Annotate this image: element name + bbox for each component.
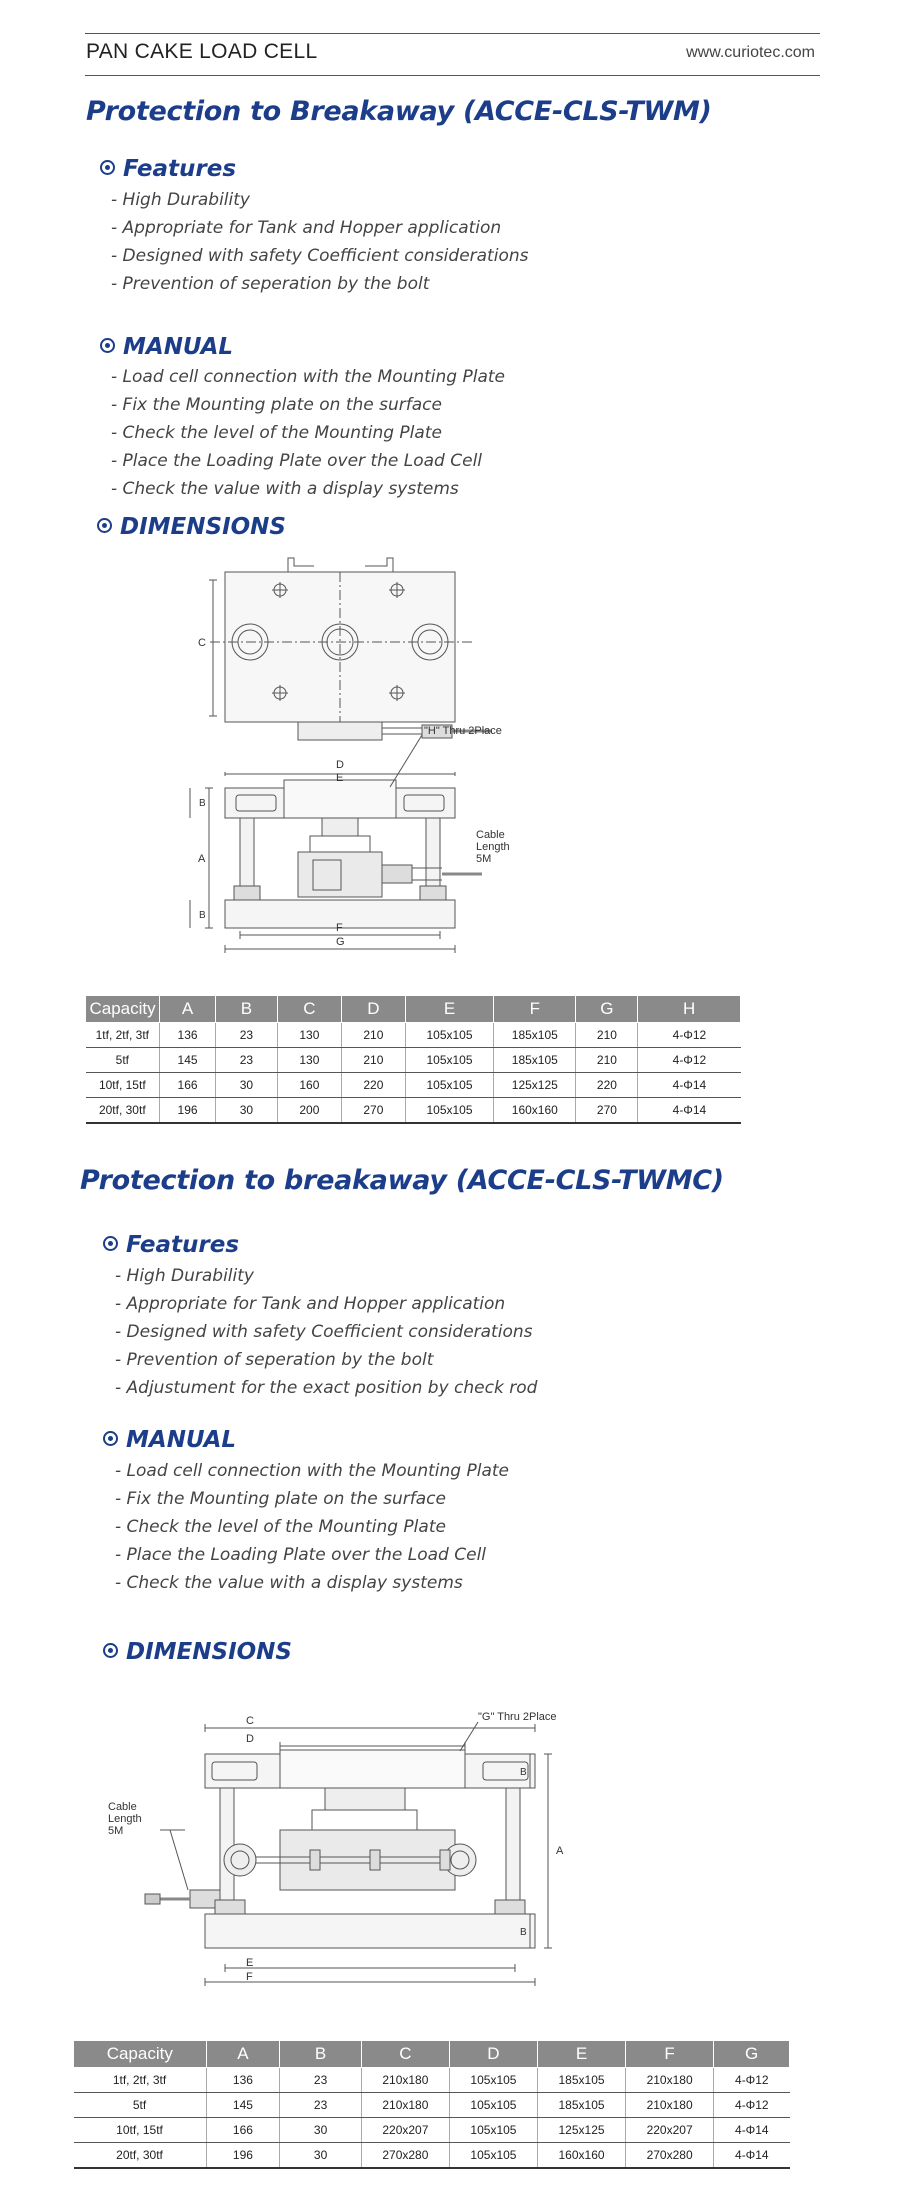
section2-manual-list [115,1457,509,1597]
table-cell: 210 [576,1048,638,1073]
list-item: - High Durability [115,1266,254,1286]
table-cell: 270x280 [626,2143,714,2169]
table-cell: 105x105 [405,1098,493,1124]
bullet-icon [100,160,115,175]
bullet-icon [97,518,112,533]
table-cell: 5tf [86,1048,160,1073]
list-item: - Load cell connection with the Mounting Plate [111,367,506,387]
table-cell: 210x180 [361,2093,449,2118]
dim-label-g: G [336,936,345,948]
table-cell: 166 [206,2118,280,2143]
table-cell: 185x105 [537,2093,625,2118]
bullet-icon [100,338,115,353]
table-header: E [537,2041,625,2068]
table-header: A [160,996,216,1023]
table-cell: 20tf, 30tf [86,1098,160,1124]
table-cell: 30 [280,2118,361,2143]
section2-features-list [115,1262,537,1402]
table-row [86,1048,741,1073]
list-item: - Fix the Mounting plate on the surface [115,1489,446,1509]
table-cell: 4-Φ12 [638,1048,741,1073]
table-cell: 1tf, 2tf, 3tf [74,2068,207,2093]
section1-spec-table [85,995,741,1124]
cable-note-1: Cable [108,1801,137,1813]
table-cell: 160 [277,1073,341,1098]
table-cell: 23 [280,2068,361,2093]
table-header-row [74,2041,790,2068]
table-cell: 220 [341,1073,405,1098]
table-row [86,1073,741,1098]
table-cell: 136 [206,2068,280,2093]
list-item: - Check the level of the Mounting Plate [111,423,442,443]
table-header: D [449,2041,537,2068]
table-cell: 5tf [74,2093,207,2118]
list-item: - Designed with safety Coefficient considerations [111,246,529,266]
table-cell: 4-Φ14 [638,1073,741,1098]
table-cell: 145 [160,1048,216,1073]
header-top-rule [85,33,820,34]
table-cell: 196 [206,2143,280,2169]
list-item: - Prevention of seperation by the bolt [111,274,430,294]
section1-features-list [111,186,528,298]
table-cell: 105x105 [449,2068,537,2093]
dim-label-e: E [336,772,344,784]
table-cell: 196 [160,1098,216,1124]
list-item: - Load cell connection with the Mounting Plate [115,1461,510,1481]
table-row [86,1023,741,1048]
section1-manual-list [111,363,505,503]
cable-note-3: 5M [108,1825,124,1837]
table-cell: 4-Φ12 [638,1023,741,1048]
dim-label-c: C [198,637,206,649]
table-header: B [280,2041,361,2068]
table-header: A [206,2041,280,2068]
section2-dimensions-heading: DIMENSIONS [103,1639,292,1665]
table-cell: 105x105 [449,2118,537,2143]
table-cell: 160x160 [537,2143,625,2169]
table-cell: 210 [341,1048,405,1073]
table-cell: 105x105 [405,1073,493,1098]
dim-label-f: F [336,922,343,934]
table-cell: 125x125 [537,2118,625,2143]
table-cell: 4-Φ14 [638,1098,741,1124]
list-item: - Designed with safety Coefficient considerations [115,1322,533,1342]
table-header: F [494,996,576,1023]
table-header: D [341,996,405,1023]
dim-label-d: D [246,1733,254,1745]
list-item: - High Durability [111,190,250,210]
dim-label-d: D [336,759,344,771]
section2-manual-heading: MANUAL [103,1427,236,1453]
bullet-icon [103,1236,118,1251]
table-header-row [86,996,741,1023]
table-cell: 220x207 [626,2118,714,2143]
header-bottom-rule [85,75,820,76]
table-cell: 23 [215,1048,277,1073]
cable-note-1: Cable [476,829,505,841]
section1-title: Protection to Breakaway (ACCE-CLS-TWM) [86,96,712,127]
list-item: - Place the Loading Plate over the Load Cell [115,1545,487,1565]
table-cell: 23 [280,2093,361,2118]
list-item: - Adjustument for the exact position by check rod [115,1378,538,1398]
table-header: G [714,2041,790,2068]
table-cell: 130 [277,1048,341,1073]
table-cell: 23 [215,1023,277,1048]
dim-label-e: E [246,1957,254,1969]
bullet-icon [103,1643,118,1658]
table-cell: 185x105 [494,1023,576,1048]
table-cell: 4-Φ12 [714,2068,790,2093]
table-cell: 125x125 [494,1073,576,1098]
list-item: - Check the value with a display systems [111,479,459,499]
table-header: C [277,996,341,1023]
table-cell: 185x105 [494,1048,576,1073]
section2-title: Protection to breakaway (ACCE-CLS-TWMC) [80,1165,724,1196]
table-row [74,2093,790,2118]
table-cell: 220x207 [361,2118,449,2143]
table-row [74,2143,790,2169]
dim-label-b: B [520,1767,527,1778]
table-cell: 1tf, 2tf, 3tf [86,1023,160,1048]
hole-note: "G" Thru 2Place [478,1711,557,1723]
cable-note-2: Length [476,841,510,853]
table-row [86,1098,741,1124]
table-cell: 105x105 [405,1048,493,1073]
table-header: Capacity [86,996,160,1023]
table-cell: 130 [277,1023,341,1048]
section2-features-heading: Features [103,1232,239,1258]
table-header: H [638,996,741,1023]
table-cell: 105x105 [449,2143,537,2169]
list-item: - Prevention of seperation by the bolt [115,1350,434,1370]
table-cell: 270x280 [361,2143,449,2169]
table-cell: 270 [576,1098,638,1124]
list-item: - Check the level of the Mounting Plate [115,1517,446,1537]
list-item: - Appropriate for Tank and Hopper application [111,218,502,238]
table-cell: 30 [215,1073,277,1098]
table-cell: 160x160 [494,1098,576,1124]
table-cell: 185x105 [537,2068,625,2093]
section2-spec-table [73,2040,790,2169]
section1-dimension-drawing [180,550,510,970]
dim-label-f: F [246,1971,253,1983]
table-cell: 30 [215,1098,277,1124]
table-cell: 166 [160,1073,216,1098]
list-item: - Place the Loading Plate over the Load Cell [111,451,483,471]
table-cell: 4-Φ14 [714,2143,790,2169]
table-cell: 105x105 [405,1023,493,1048]
table-cell: 210 [576,1023,638,1048]
header-title: PAN CAKE LOAD CELL [86,40,318,63]
bullet-icon [103,1431,118,1446]
table-cell: 4-Φ14 [714,2118,790,2143]
table-cell: 136 [160,1023,216,1048]
section2-dimension-drawing [100,1700,620,2020]
table-cell: 4-Φ12 [714,2093,790,2118]
dim-label-b: B [199,798,206,809]
dim-label-a: A [556,1845,564,1857]
table-cell: 210 [341,1023,405,1048]
table-header: B [215,996,277,1023]
dim-label-b-bottom: B [520,1927,527,1938]
dim-label-c: C [246,1715,254,1727]
table-header: Capacity [74,2041,207,2068]
table-cell: 20tf, 30tf [74,2143,207,2169]
table-cell: 200 [277,1098,341,1124]
section1-dimensions-heading: DIMENSIONS [97,514,286,540]
table-header: E [405,996,493,1023]
hole-note: "H" Thru 2Place [424,725,502,737]
table-cell: 210x180 [626,2068,714,2093]
table-cell: 210x180 [626,2093,714,2118]
table-header: G [576,996,638,1023]
list-item: - Check the value with a display systems [115,1573,463,1593]
header-url[interactable]: www.curiotec.com [686,44,815,61]
list-item: - Fix the Mounting plate on the surface [111,395,442,415]
list-item: - Appropriate for Tank and Hopper application [115,1294,506,1314]
table-cell: 220 [576,1073,638,1098]
table-header: C [361,2041,449,2068]
cable-note-3: 5M [476,853,492,865]
table-cell: 30 [280,2143,361,2169]
table-cell: 145 [206,2093,280,2118]
table-row [74,2068,790,2093]
table-row [74,2118,790,2143]
table-cell: 270 [341,1098,405,1124]
dim-label-a: A [198,853,206,865]
cable-note-2: Length [108,1813,142,1825]
table-cell: 105x105 [449,2093,537,2118]
dim-label-b-bottom: B [199,910,206,921]
section1-manual-heading: MANUAL [100,334,233,360]
table-cell: 210x180 [361,2068,449,2093]
table-cell: 10tf, 15tf [86,1073,160,1098]
table-header: F [626,2041,714,2068]
table-cell: 10tf, 15tf [74,2118,207,2143]
section1-features-heading: Features [100,156,236,182]
